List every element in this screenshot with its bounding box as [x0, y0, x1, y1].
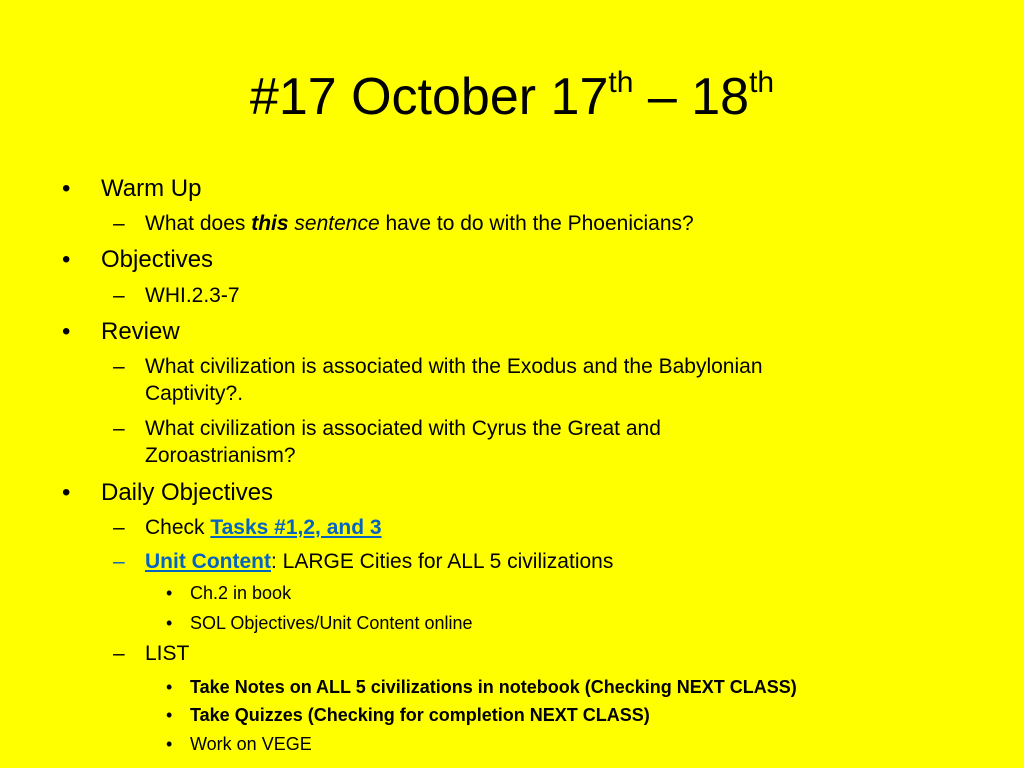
item-objectives-code: WHI.2.3-7	[145, 284, 240, 307]
item-sol-objectives: SOL Objectives/Unit Content online	[190, 613, 473, 633]
title-superscript-1: th	[608, 66, 634, 99]
item-take-quizzes: Take Quizzes (Checking for completion NEXT CLASS)	[190, 705, 650, 725]
item-daily-objectives: Daily Objectives	[101, 479, 274, 506]
item-review-question-2-continued: Zoroastrianism?	[145, 444, 296, 467]
item-review-question-2: What civilization is associated with Cyrus the Great and	[145, 417, 661, 440]
dash-marker: –	[113, 642, 125, 665]
item-warm-up: Warm Up	[101, 175, 202, 202]
warm-up-question-text: What does	[145, 212, 252, 235]
bullet-marker: •	[62, 318, 71, 345]
bullet-marker: •	[62, 246, 71, 273]
bullet-marker: •	[62, 175, 71, 202]
item-work-on-vege: Work on VEGE	[190, 734, 312, 754]
item-review-question-1-continued: Captivity?.	[145, 382, 244, 405]
warm-up-question-italic: sentence	[288, 212, 380, 235]
bullet-marker: •	[166, 613, 173, 633]
tasks-link[interactable]: Tasks #1,2, and 3	[210, 516, 382, 539]
item-objectives: Objectives	[101, 246, 214, 273]
item-chapter-2: Ch.2 in book	[190, 583, 292, 603]
item-list: LIST	[145, 642, 190, 665]
title-superscript-2: th	[749, 66, 775, 99]
dash-marker: –	[113, 550, 125, 573]
bullet-marker: •	[62, 479, 71, 506]
dash-marker: –	[113, 284, 125, 307]
bullet-marker: •	[166, 705, 173, 725]
warm-up-question-emphasis: this	[251, 212, 289, 235]
bullet-marker: •	[166, 677, 173, 697]
warm-up-question-rest: have to do with the Phoenicians?	[379, 212, 694, 235]
item-unit-content	[145, 549, 613, 575]
dash-marker: –	[113, 417, 125, 440]
dash-marker: –	[113, 355, 125, 378]
dash-marker: –	[113, 516, 125, 539]
title-text-prefix: #17 October 17	[249, 68, 609, 126]
item-take-notes: Take Notes on ALL 5 civilizations in notebook (Checking NEXT CLASS)	[190, 677, 797, 697]
bullet-marker: •	[166, 734, 173, 754]
item-review: Review	[101, 318, 180, 345]
item-review-question-1: What civilization is associated with the Exodus and the Babylonian	[145, 355, 763, 378]
check-label: Check	[145, 516, 211, 539]
dash-marker: –	[113, 212, 125, 235]
item-warm-up-question	[145, 211, 694, 237]
item-check-tasks	[145, 515, 382, 541]
unit-content-description: : LARGE Cities for ALL 5 civilizations	[270, 550, 614, 573]
title-text-middle: – 18	[633, 68, 750, 126]
bullet-marker: •	[166, 583, 173, 603]
unit-content-link[interactable]: Unit Content	[145, 550, 271, 573]
slide-title	[0, 62, 1024, 132]
